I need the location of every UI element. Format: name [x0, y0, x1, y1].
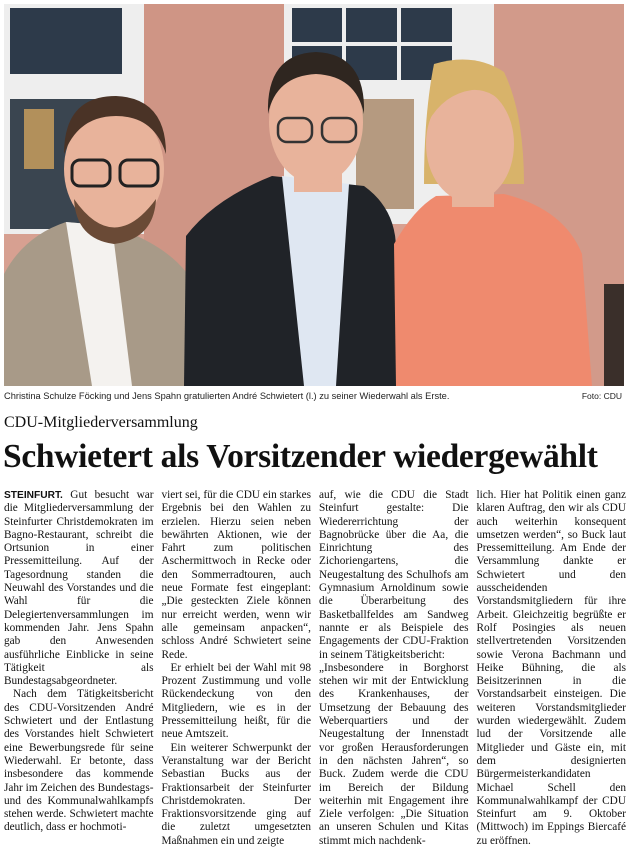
paragraph: viert sei, für die CDU ein starkes Ergebnis bei den Wahlen zu erzielen. Hierzu seien neben bewährten Aktionen, wie der Fahrt zum politischen Aschermittwoch in Recke oder den Sommerradtouren, auch neue Formate fest eingeplant: „Die gesteckten Ziele können nur erreicht werden, wenn wir alle gemeinsam anpacken“, schloss André Schwietert seine Rede.: [161, 489, 311, 661]
article-headline: Schwietert als Vorsitzender wiedergewählt: [3, 438, 598, 475]
article-body: [4, 489, 626, 847]
paragraph: auf, wie die CDU die Stadt Steinfurt gestalte: Die Wiedererrichtung der Bagnobrücke über die Aa, die Einrichtung des Zichoriengartens, die Neugestaltung des Schulhofs am Gymnasium Arnoldinum sowie die Überarbeitung des Basketballfeldes am Sandweg nannte er als Beispiele des Engagements der CDU-Fraktion in seinem Tätigkeitsbericht:: [319, 489, 469, 661]
dateline: STEINFURT.: [4, 490, 63, 501]
window-light: [24, 109, 54, 169]
paragraph: Er erhielt bei der Wahl mit 98 Prozent Zustimmung und volle Rückendeckung von den Mitgliedern, wie es in der Pressemitteilung heißt, für die neue Amtszeit.: [161, 661, 311, 741]
photo-caption-row: [4, 389, 624, 403]
window-left-glass: [10, 8, 122, 74]
door-edge: [604, 284, 624, 386]
paragraph: Ein weiterer Schwerpunkt der Veranstaltung war der Bericht Sebastian Bucks aus der Fraktionsarbeit der Steinfurter Christdemokraten. Der Fraktionsvorsitzende ging auf die zuletzt umgesetzten Maßnahmen ein und zeigte: [161, 741, 311, 847]
paragraph-text: Gut besucht war die Mitgliederversammlung der Steinfurter Christdemokraten im Bagno-Restaurant, schreibt die Ortsunion in einer Pressemitteilung. Auf der Tagesordnung standen die Neuwahl des Vorstandes und die Wahl für die Delegiertenversammlungen im kommenden Jahr. Jens Spahn gab den Anwesenden ausführliche Einblicke in seine Tätigkeit als Bundestagsabgeordneter.: [4, 489, 154, 688]
group-portrait-image: [4, 4, 624, 386]
photo-caption: Christina Schulze Föcking und Jens Spahn gratulierten André Schwietert (l.) zu seiner Wiederwahl als Erste.: [4, 391, 450, 401]
paragraph: Nach dem Tätigkeitsbericht des CDU-Vorsitzenden André Schwietert und der Entlastung des Vorstandes hielt Schwietert eine Bewerbungsrede für seine Wiederwahl. Er betonte, dass insbesondere das kommende Jahr im Zeichen des Bundestags- und des Kommunalwahlkampfs stehen werde. Schwietert machte deutlich, dass er hochmoti-: [4, 688, 154, 834]
article-column-3: [319, 489, 469, 847]
article-column-1: [4, 489, 154, 839]
paragraph: lich. Hier hat Politik einen ganz klaren Auftrag, den wir als CDU auch weiterhin konsequent umsetzen werden“, so Buck laut Pressemitteilung. Am Ende der Versammlung dankte er Schwietert und den ausscheidenden Vorstandsmitgliedern für ihre Arbeit. Gleichzeitig begrüßte er Rolf Posingies als neuen stellvertretenden Vorsitzenden sowie Verona Bachmann und Heike Bühning, die als Beisitzerinnen in die Vorstandsarbeit einsteigen. Die weiteren Vorstandsmitglieder wurden wiedergewählt. Zudem lud der Vorsitzende alle Mitglieder und Gäste ein, mit dem designierten Bürgermeisterkandidaten Michael Schell den Kommunalwahlkampf der CDU Steinfurt am 9. Oktober (Mittwoch) im Eppings Biercafé zu eröffnen.: [476, 489, 626, 847]
paragraph: „Insbesondere in Borghorst stehen wir mit der Entwicklung des Krankenhauses, der Umsetzung der Bebauung des Weberquartiers und der Neugestaltung der Innenstadt vor großen Herausforderungen in den nächsten Jahren“, so Buck. Zudem werde die CDU im Bereich der Bildung weiterhin mit Engagement ihre Ziele verfolgen: „Die Situation an unseren Schulen und Kitas stimmt mich nachdenk-: [319, 661, 469, 847]
article-column-4: [476, 489, 627, 847]
photo-credit: Foto: CDU: [581, 391, 622, 401]
article-column-2: [161, 489, 312, 847]
article-photo: [4, 4, 624, 386]
article-kicker: CDU-Mitgliederversammlung: [4, 414, 198, 431]
paragraph: [4, 489, 154, 688]
